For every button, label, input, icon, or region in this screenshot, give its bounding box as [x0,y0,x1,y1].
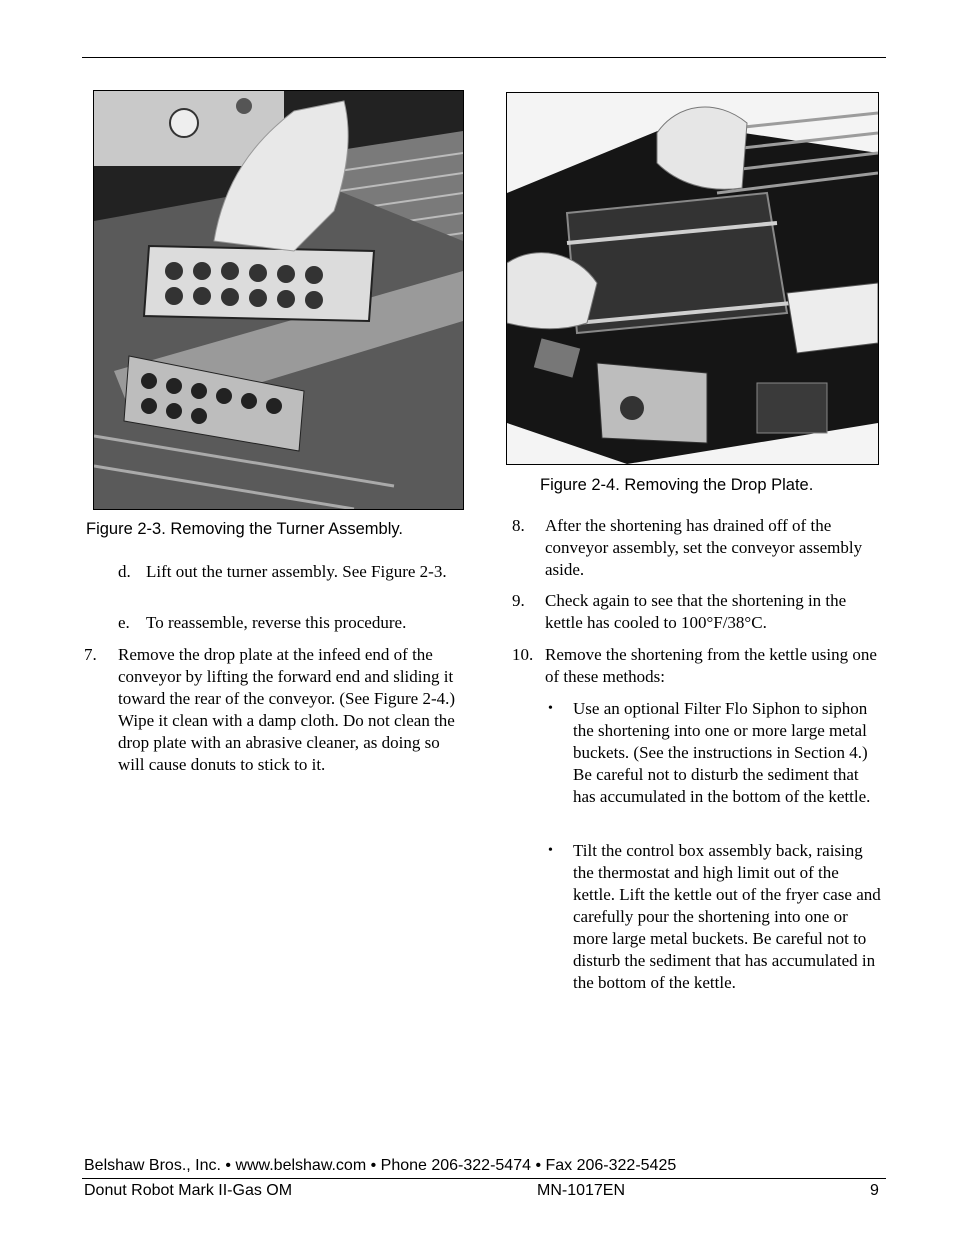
bullet-2-text: Tilt the control box assembly back, raising the thermostat and high limit out of the kettle. Lift the kettle out of the fryer case and carefully pour the shortening into one or more large metal buckets. Be careful not to disturb the sediment that has accumulated in the bottom of the kettle. [573,841,881,992]
figure-2-3-photo [93,90,464,510]
figure-2-4-caption: Figure 2-4. Removing the Drop Plate. [540,476,814,494]
item-8-text: After the shortening has drained off of the conveyor assembly, set the conveyor assembly aside. [545,516,863,579]
bullet-1-symbol: • [548,701,553,716]
item-10-marker: 10. [512,645,534,664]
header-rule [82,57,886,58]
item-9-marker: 9. [512,591,525,610]
footer-doc-number: MN-1017EN [537,1182,626,1199]
bullet-2-symbol: • [548,843,553,858]
figure-2-4-photo [506,92,879,465]
step-e-text: To reassemble, reverse this procedure. [146,613,407,632]
step-d-marker: d. [118,562,131,581]
footer-page-number: 9 [870,1182,879,1199]
item-8-marker: 8. [512,516,525,535]
footer-rule [82,1178,886,1179]
step-e-marker: e. [118,613,130,632]
item-9-text: Check again to see that the shortening in the kettle has cooled to 100°F/38°C. [545,591,847,632]
item-10-text: Remove the shortening from the kettle using one of these methods: [545,645,877,686]
bullet-1-text: Use an optional Filter Flo Siphon to siphon the shortening into one or more large metal buckets. (See the instructions in Section 4.) Be careful not to disturb the sediment that has accumulated in the bottom of the kettle. [573,699,871,806]
footer-doc-title: Donut Robot Mark II-Gas OM [84,1182,293,1199]
item-7-text: Remove the drop plate at the infeed end of the conveyor by lifting the forward end and sliding it toward the rear of the conveyor. (See Figure 2-4.) Wipe it clean with a damp cloth. Do not clean the drop plate with an abrasive cleaner, as doing so will cause donuts to stick to it. [118,645,456,774]
item-7-marker: 7. [84,645,97,664]
figure-2-3-caption: Figure 2-3. Removing the Turner Assembly. [86,520,403,538]
footer-contact: Belshaw Bros., Inc. • www.belshaw.com • Phone 206-322-5474 • Fax 206-322-5425 [84,1157,677,1174]
step-d-text: Lift out the turner assembly. See Figure 2-3. [146,562,447,581]
